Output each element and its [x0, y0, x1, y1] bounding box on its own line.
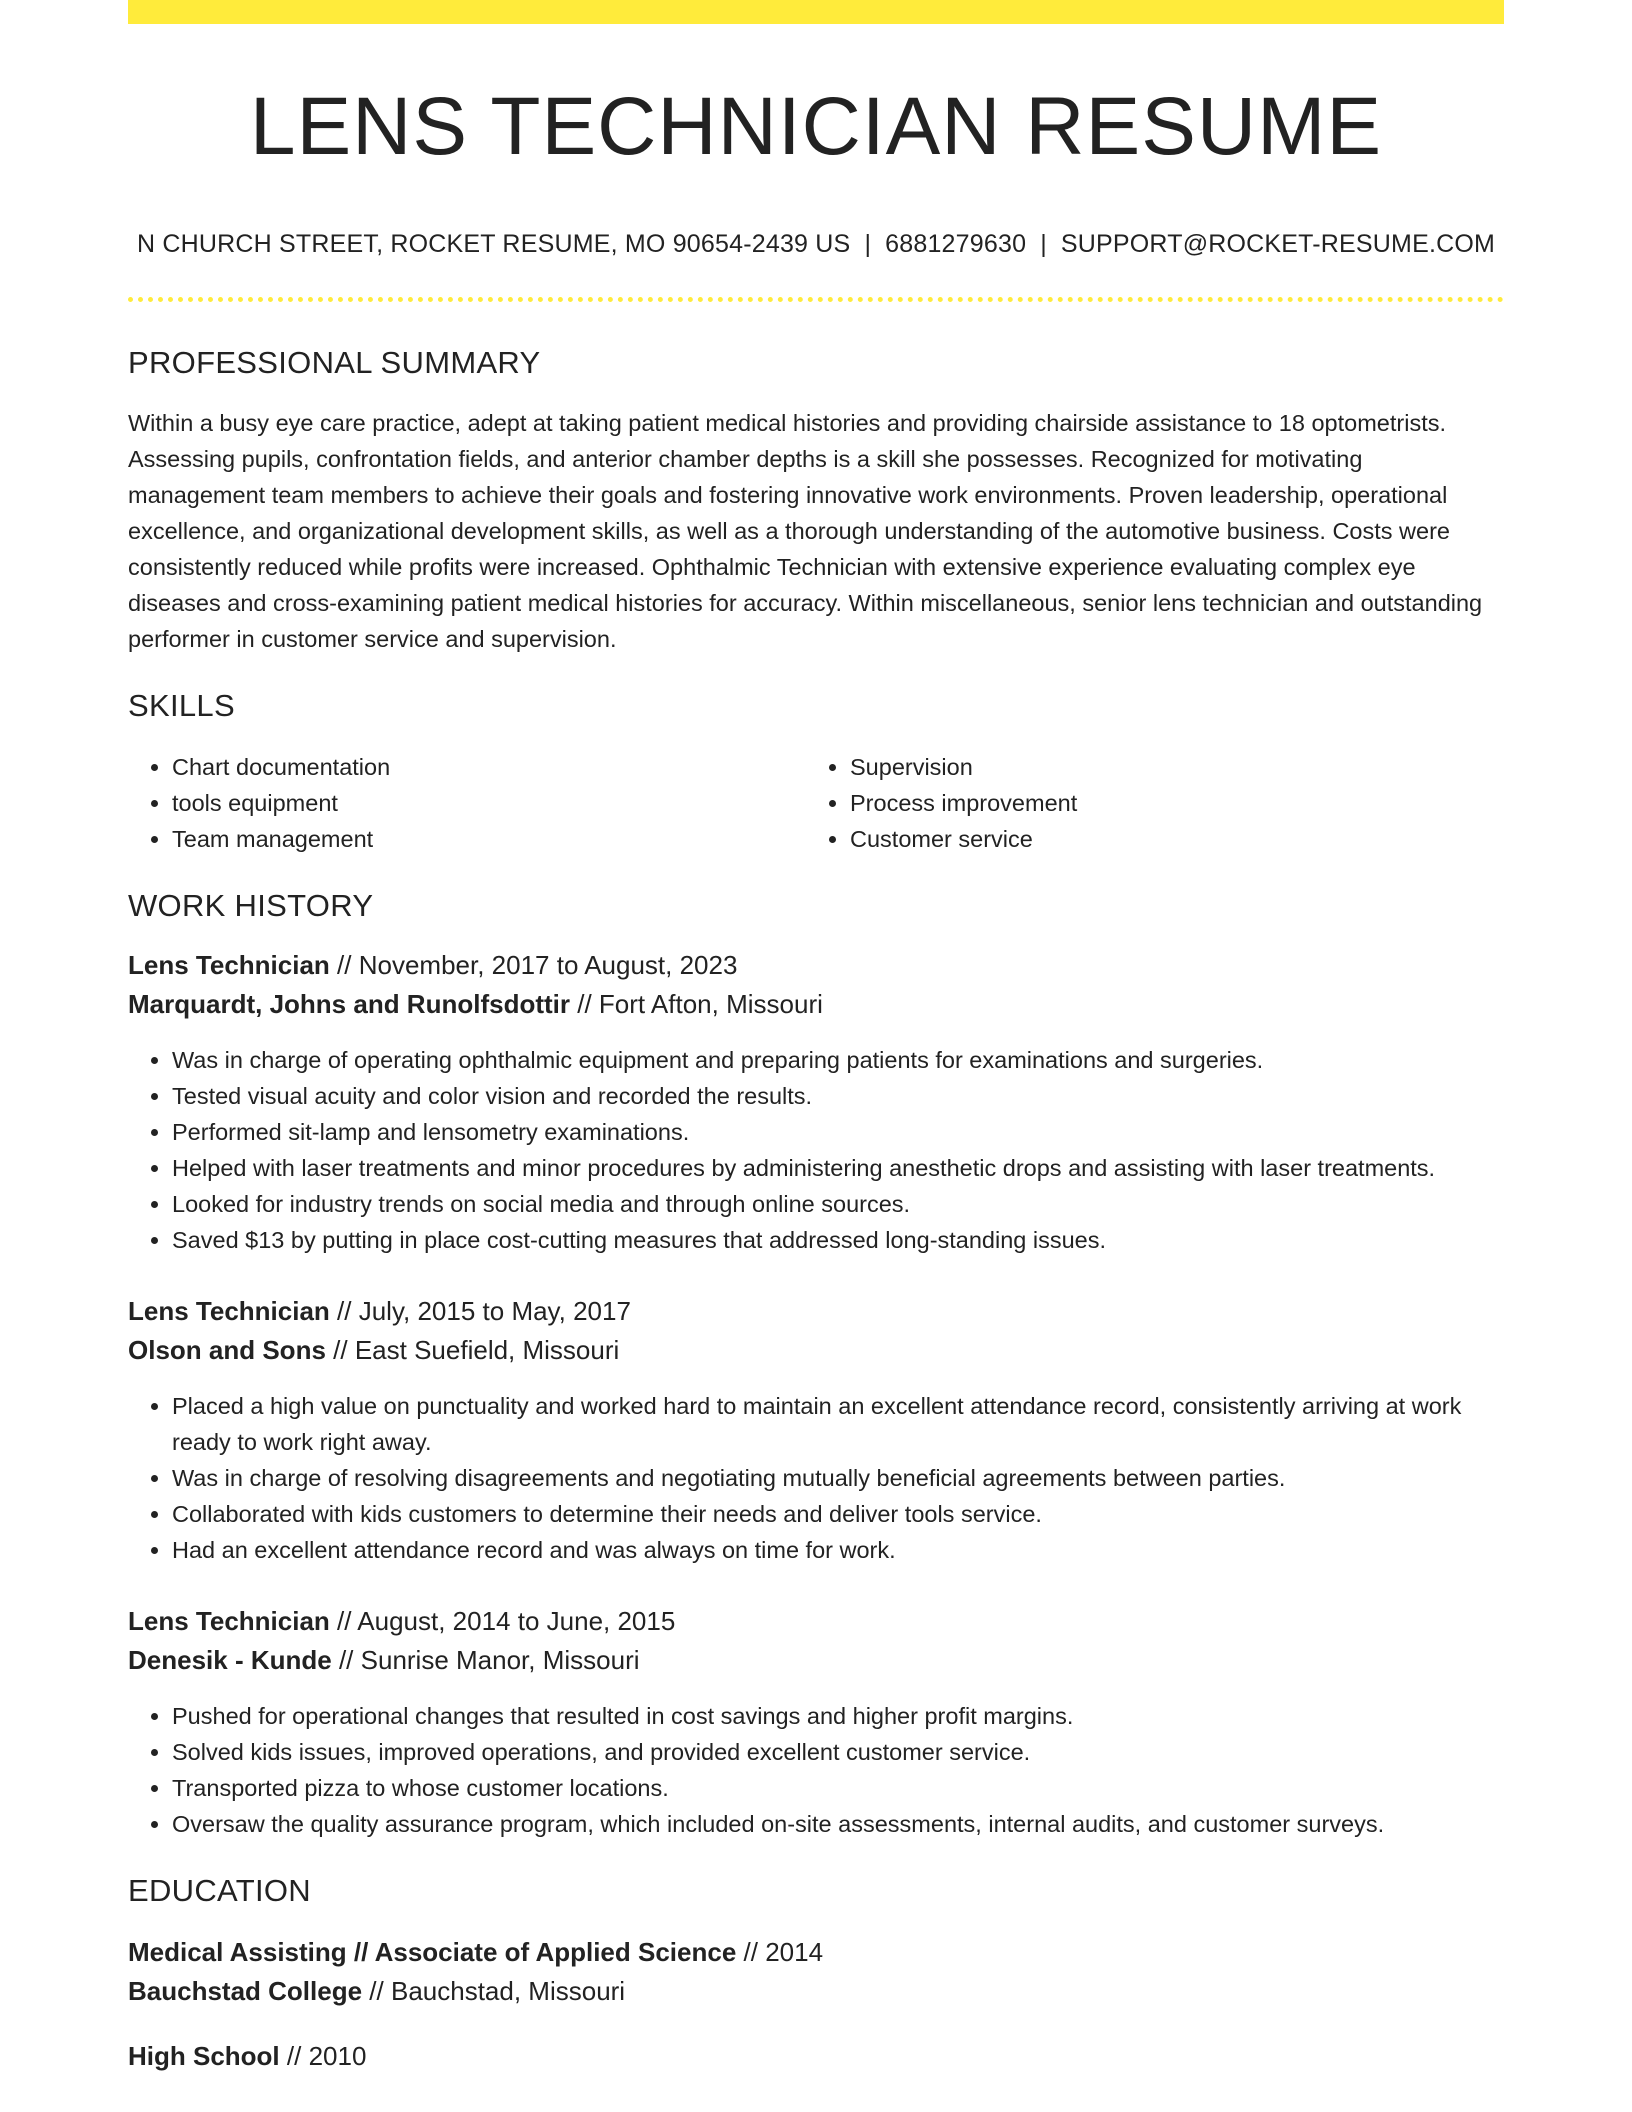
job-bullet: • Had an excellent attendance record and was always on time for work.: [172, 1532, 1504, 1568]
contact-phone[interactable]: 6881279630: [885, 230, 1027, 259]
job-company-line: [128, 1331, 1504, 1370]
job-bullets: [128, 1388, 1504, 1568]
resume-page: [128, 0, 1504, 2076]
skill-item: • Chart documentation: [172, 749, 806, 785]
skill-item: • Team management: [172, 821, 806, 857]
job-company: Olson and Sons: [128, 1334, 326, 1365]
job-bullet: • Oversaw the quality assurance program, which included on-site assessments, internal audits, and customer surveys.: [172, 1806, 1504, 1842]
skills-column-left: [128, 749, 806, 857]
job-bullet: • Solved kids issues, improved operations, and provided excellent customer service.: [172, 1734, 1504, 1770]
job-dates: August, 2014 to June, 2015: [357, 1605, 676, 1636]
job-bullet: • Pushed for operational changes that resulted in cost savings and higher profit margins.: [172, 1698, 1504, 1734]
skills-column-right: [806, 749, 1484, 857]
contact-separator: |: [1040, 230, 1047, 259]
job-bullet: • Was in charge of resolving disagreements and negotiating mutually beneficial agreements between parties.: [172, 1460, 1504, 1496]
job-bullet: • Performed sit-lamp and lensometry examinations.: [172, 1114, 1504, 1150]
contact-line: [128, 230, 1504, 259]
summary-text: Within a busy eye care practice, adept at taking patient medical histories and providing chairside assistance to 18 optometrists. Assessing pupils, confrontation fields, and anterior chamber depths is a skill she possesses. Recognized for motivating management team members to achieve their goals and fostering innovative work environments. Proven leadership, operational excellence, and organizational development skills, as well as a thorough understanding of the automotive business. Costs were consistently reduced while profits were increased. Ophthalmic Technician with extensive experience evaluating complex eye diseases and cross-examining patient medical histories for accuracy. Within miscellaneous, senior lens technician and outstanding performer in customer service and supervision.: [128, 410, 1483, 653]
skills-list: [128, 749, 1504, 857]
education-location: Bauchstad, Missouri: [390, 1975, 626, 2006]
job-entry: [128, 1292, 1504, 1568]
job-bullet: • Helped with laser treatments and minor procedures by administering anesthetic drops and assisting with laser treatments.: [172, 1150, 1504, 1186]
job-title-line: [128, 946, 1504, 985]
job-title: Lens Technician: [128, 1605, 330, 1636]
job-bullets: [128, 1042, 1504, 1258]
job-bullet: • Transported pizza to whose customer locations.: [172, 1770, 1504, 1806]
education-degree-line: [128, 1933, 1504, 1972]
job-company-line: [128, 1641, 1504, 1680]
divider: //: [333, 1334, 348, 1365]
job-company-line: [128, 985, 1504, 1024]
job-bullet: • Was in charge of operating ophthalmic equipment and preparing patients for examinations and surgeries.: [172, 1042, 1504, 1078]
education-degree-line: [128, 2037, 1504, 2076]
job-title: Lens Technician: [128, 949, 330, 980]
contact-address: N CHURCH STREET, ROCKET RESUME, MO 90654-2439 US: [136, 230, 851, 259]
job-location: East Suefield, Missouri: [354, 1334, 620, 1365]
summary-heading: PROFESSIONAL SUMMARY: [128, 345, 541, 381]
education-school: Bauchstad College: [128, 1975, 363, 2006]
job-dates: July, 2015 to May, 2017: [358, 1295, 631, 1326]
divider: //: [338, 1644, 354, 1675]
skill-item: • Process improvement: [850, 785, 1484, 821]
skill-item: • Customer service: [850, 821, 1484, 857]
education-heading: EDUCATION: [128, 1872, 311, 1908]
job-entry: [128, 1602, 1504, 1842]
divider: //: [577, 988, 592, 1019]
job-bullets: [128, 1698, 1504, 1842]
top-accent-bar: [128, 0, 1504, 24]
contact-separator: |: [864, 230, 872, 259]
job-bullet: • Saved $13 by putting in place cost-cutting measures that addressed long-standing issues.: [172, 1222, 1504, 1258]
divider: //: [337, 1605, 352, 1636]
job-bullet: • Placed a high value on punctuality and worked hard to maintain an excellent attendance record, consistently arriving at work ready to work right away.: [172, 1388, 1504, 1460]
job-company: Marquardt, Johns and Runolfsdottir: [128, 988, 570, 1019]
job-title: Lens Technician: [128, 1295, 330, 1326]
dotted-divider: [128, 297, 1504, 302]
resume-title: LENS TECHNICIAN RESUME: [249, 81, 1383, 172]
education-year: 2014: [765, 1936, 824, 1967]
job-bullet: • Tested visual acuity and color vision and recorded the results.: [172, 1078, 1504, 1114]
job-location: Sunrise Manor, Missouri: [360, 1644, 640, 1675]
education-entry: [128, 1933, 1504, 2011]
education-entry: [128, 2037, 1504, 2076]
education-school-line: [128, 1972, 1504, 2011]
divider: //: [369, 1975, 384, 2006]
job-title-line: [128, 1602, 1504, 1641]
divider: //: [337, 1295, 352, 1326]
education-year: 2010: [308, 2040, 367, 2071]
divider: //: [743, 1936, 758, 1967]
skill-item: • Supervision: [850, 749, 1484, 785]
job-entry: [128, 946, 1504, 1258]
work-history-heading: WORK HISTORY: [128, 887, 374, 923]
education-degree: High School: [128, 2040, 280, 2071]
divider: //: [286, 2040, 302, 2071]
job-title-line: [128, 1292, 1504, 1331]
skill-item: • tools equipment: [172, 785, 806, 821]
skills-heading: SKILLS: [128, 688, 235, 724]
job-bullet: • Looked for industry trends on social media and through online sources.: [172, 1186, 1504, 1222]
job-company: Denesik - Kunde: [128, 1644, 332, 1675]
divider: //: [337, 949, 352, 980]
job-dates: November, 2017 to August, 2023: [358, 949, 738, 980]
job-location: Fort Afton, Missouri: [598, 988, 823, 1019]
contact-email[interactable]: SUPPORT@ROCKET-RESUME.COM: [1060, 230, 1496, 259]
education-degree: Medical Assisting // Associate of Applied Science: [128, 1936, 737, 1967]
job-bullet: • Collaborated with kids customers to determine their needs and deliver tools service.: [172, 1496, 1504, 1532]
